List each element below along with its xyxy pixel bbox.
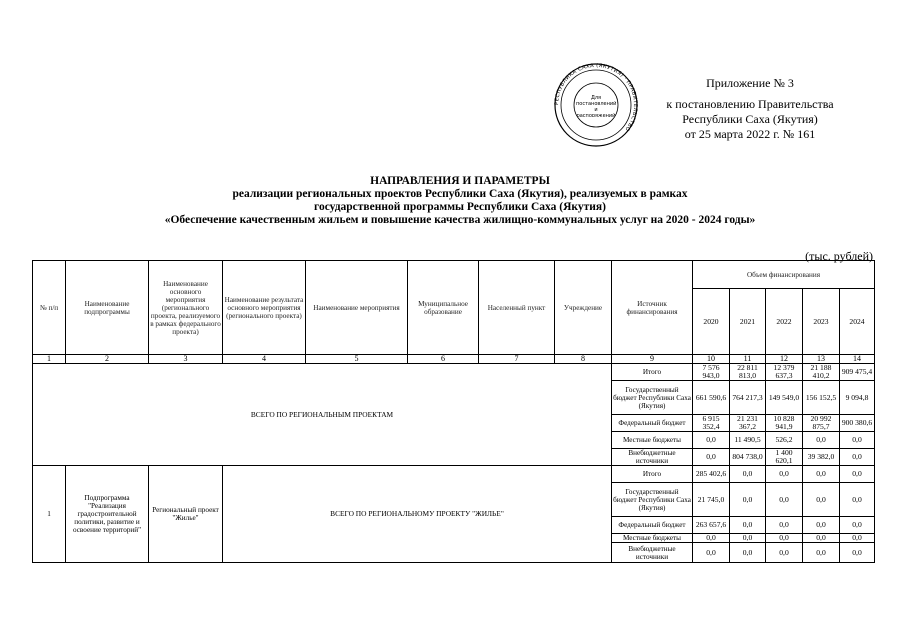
project-subprogram: Подпрограмма "Реализация градостроительной политики, развитие и освоение территорий" xyxy=(66,466,149,563)
value-cell: 0,0 xyxy=(840,517,875,534)
units-label: (тыс. рублей) xyxy=(805,249,873,263)
header-main-event: Наименование основного мероприятия (регионального проекта, реализуемого в рамках федерального проекта) xyxy=(149,261,223,355)
col-number: 7 xyxy=(479,355,555,364)
col-number: 3 xyxy=(149,355,223,364)
appendix-republic-line: Республики Саха (Якутия) xyxy=(682,112,818,126)
header-year: 2024 xyxy=(840,289,875,355)
value-cell: 804 738,0 xyxy=(730,449,766,466)
appendix-date-line: от 25 марта 2022 г. № 161 xyxy=(684,127,816,141)
document-title xyxy=(40,175,880,227)
title-line-3: государственной программы Республики Саха (Якутия) xyxy=(314,201,606,213)
value-cell: 0,0 xyxy=(803,483,840,517)
appendix-decree-line: к постановлению Правительства xyxy=(666,97,834,111)
value-cell: 149 549,0 xyxy=(766,381,803,415)
header-municipality: Муниципальное образование xyxy=(408,261,479,355)
col-number: 11 xyxy=(730,355,766,364)
col-number: 5 xyxy=(306,355,408,364)
header-source: Источник финансирования xyxy=(612,261,693,355)
value-cell: 764 217,3 xyxy=(730,381,766,415)
value-cell: 0,0 xyxy=(693,534,730,543)
table-row xyxy=(33,364,875,381)
col-number: 9 xyxy=(612,355,693,364)
stamp-inner-text: Для постановлений и распоряжений xyxy=(576,95,616,117)
header-event: Наименование мероприятия xyxy=(306,261,408,355)
source-cell: Местные бюджеты xyxy=(612,432,693,449)
col-number: 6 xyxy=(408,355,479,364)
col-number: 1 xyxy=(33,355,66,364)
value-cell: 900 380,6 xyxy=(840,415,875,432)
value-cell: 285 402,6 xyxy=(693,466,730,483)
col-number: 4 xyxy=(223,355,306,364)
value-cell: 9 094,8 xyxy=(840,381,875,415)
project-main-event: Региональный проект "Жилье" xyxy=(149,466,223,563)
value-cell: 21 188 410,2 xyxy=(803,364,840,381)
value-cell: 263 657,6 xyxy=(693,517,730,534)
source-cell: Итого xyxy=(612,466,693,483)
col-number: 13 xyxy=(803,355,840,364)
value-cell: 0,0 xyxy=(730,543,766,563)
value-cell: 0,0 xyxy=(803,543,840,563)
header-year: 2021 xyxy=(730,289,766,355)
value-cell: 0,0 xyxy=(766,534,803,543)
project-num: 1 xyxy=(33,466,66,563)
financing-table xyxy=(32,260,875,563)
source-cell: Федеральный бюджет xyxy=(612,415,693,432)
value-cell: 0,0 xyxy=(766,543,803,563)
value-cell: 0,0 xyxy=(693,449,730,466)
value-cell: 0,0 xyxy=(840,466,875,483)
title-line-4: «Обеспечение качественным жильем и повышение качества жилищно-коммунальных услуг на 2020 - 2024 годы» xyxy=(164,214,756,226)
col-number: 8 xyxy=(555,355,612,364)
source-cell: Внебюджетные источники xyxy=(612,543,693,563)
value-cell: 0,0 xyxy=(730,534,766,543)
header-financing: Объем финансирования xyxy=(693,261,875,289)
value-cell: 0,0 xyxy=(693,432,730,449)
table-row xyxy=(33,466,875,483)
source-cell: Внебюджетные источники xyxy=(612,449,693,466)
value-cell: 0,0 xyxy=(840,534,875,543)
col-number: 10 xyxy=(693,355,730,364)
appendix-number: Приложение № 3 xyxy=(706,76,794,90)
col-number: 2 xyxy=(66,355,149,364)
value-cell: 0,0 xyxy=(840,543,875,563)
header-institution: Учреждение xyxy=(555,261,612,355)
official-stamp xyxy=(553,62,639,148)
header-result: Наименование результата основного мероприятия (регионального проекта) xyxy=(223,261,306,355)
source-cell: Местные бюджеты xyxy=(612,534,693,543)
value-cell: 0,0 xyxy=(730,517,766,534)
value-cell: 0,0 xyxy=(840,483,875,517)
header-num: № п/п xyxy=(33,261,66,355)
value-cell: 0,0 xyxy=(840,432,875,449)
value-cell: 0,0 xyxy=(766,483,803,517)
source-cell: Итого xyxy=(612,364,693,381)
value-cell: 0,0 xyxy=(766,466,803,483)
project-total-label: ВСЕГО ПО РЕГИОНАЛЬНОМУ ПРОЕКТУ "ЖИЛЬЕ" xyxy=(223,466,612,563)
value-cell: 0,0 xyxy=(730,483,766,517)
title-line-2: реализации региональных проектов Республики Саха (Якутия), реализуемых в рамках xyxy=(232,188,688,200)
value-cell: 1 400 620,1 xyxy=(766,449,803,466)
header-year: 2020 xyxy=(693,289,730,355)
value-cell: 0,0 xyxy=(693,543,730,563)
value-cell: 11 490,5 xyxy=(730,432,766,449)
title-line-1: НАПРАВЛЕНИЯ И ПАРАМЕТРЫ xyxy=(370,175,550,187)
value-cell: 39 382,0 xyxy=(803,449,840,466)
value-cell: 21 745,0 xyxy=(693,483,730,517)
value-cell: 156 152,5 xyxy=(803,381,840,415)
appendix-block xyxy=(640,76,860,142)
source-cell: Государственный бюджет Республики Саха (Якутия) xyxy=(612,381,693,415)
value-cell: 7 576 943,0 xyxy=(693,364,730,381)
value-cell: 0,0 xyxy=(803,466,840,483)
value-cell: 21 231 367,2 xyxy=(730,415,766,432)
col-number: 14 xyxy=(840,355,875,364)
value-cell: 909 475,4 xyxy=(840,364,875,381)
value-cell: 661 590,6 xyxy=(693,381,730,415)
col-number: 12 xyxy=(766,355,803,364)
stamp-ring-text: РЕСПУБЛИКА САХА (ЯКУТИЯ) · ПРАВИТЕЛЬСТВО xyxy=(553,62,639,133)
value-cell: 12 379 637,3 xyxy=(766,364,803,381)
source-cell: Государственный бюджет Республики Саха (Якутия) xyxy=(612,483,693,517)
header-subprogram: Наименование подпрограммы xyxy=(66,261,149,355)
header-year: 2023 xyxy=(803,289,840,355)
value-cell: 0,0 xyxy=(766,517,803,534)
header-year: 2022 xyxy=(766,289,803,355)
value-cell: 6 915 352,4 xyxy=(693,415,730,432)
value-cell: 526,2 xyxy=(766,432,803,449)
value-cell: 0,0 xyxy=(840,449,875,466)
value-cell: 20 992 875,7 xyxy=(803,415,840,432)
value-cell: 0,0 xyxy=(803,432,840,449)
value-cell: 0,0 xyxy=(803,517,840,534)
total-label: ВСЕГО ПО РЕГИОНАЛЬНЫМ ПРОЕКТАМ xyxy=(33,364,612,466)
source-cell: Федеральный бюджет xyxy=(612,517,693,534)
value-cell: 22 811 813,0 xyxy=(730,364,766,381)
header-settlement: Населенный пункт xyxy=(479,261,555,355)
value-cell: 0,0 xyxy=(730,466,766,483)
value-cell: 0,0 xyxy=(803,534,840,543)
value-cell: 10 828 941,9 xyxy=(766,415,803,432)
